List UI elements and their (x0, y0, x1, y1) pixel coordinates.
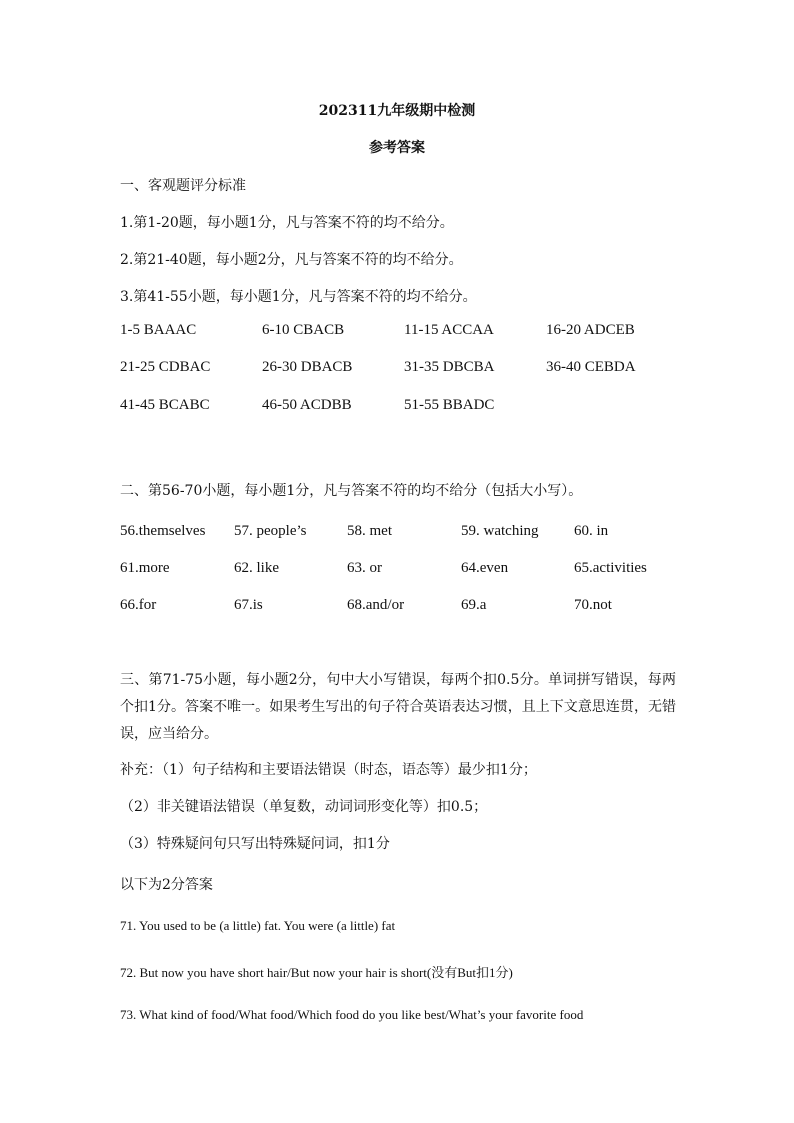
section1-rule-2: 2.第21-40题，每小题2分，凡与答案不符的均不给分。 (120, 252, 463, 268)
answer-group: 21-25 CDBAC (120, 359, 211, 375)
section3-note: 以下为2分答案 (120, 877, 213, 893)
document-title: 202311九年级期中检测 (318, 103, 476, 119)
answer-group: 11-15 ACCAA (404, 322, 494, 338)
answer-item: 70.not (574, 597, 612, 613)
answer-item: 57. people’s (234, 523, 307, 539)
answer-item: 58. met (347, 523, 392, 539)
section1-rule-1: 1.第1-20题，每小题1分，凡与答案不符的均不给分。 (120, 215, 454, 231)
section3-supplement-1: 补充：（1）句子结构和主要语法错误（时态，语态等）最少扣1分； (120, 762, 537, 778)
answer-item: 61.more (120, 560, 170, 576)
answer-group: 16-20 ADCEB (546, 322, 635, 338)
answer-group: 31-35 DBCBA (404, 359, 495, 375)
section1-heading: 一、客观题评分标准 (120, 178, 246, 194)
answer-item: 69.a (461, 597, 487, 613)
answer-group: 36-40 CEBDA (546, 359, 636, 375)
answer-item: 67.is (234, 597, 263, 613)
document-subtitle: 参考答案 (369, 140, 425, 156)
section3-heading: 三、第71-75小题，每小题2分，句中大小写错误，每两个扣0.5分。单词拼写错误，每两个扣1分。答案不唯一。如果考生写出的句子符合英语表达习惯，且上下文意思连贯，无错误，应当给分。 (120, 672, 676, 742)
answer-group: 1-5 BAAAC (120, 322, 197, 338)
answer-group: 26-30 DBACB (262, 359, 353, 375)
answer-item: 56.themselves (120, 523, 206, 539)
answer-group: 41-45 BCABC (120, 397, 210, 413)
section3-answer-72: 72. But now you have short hair/But now your hair is short(没有But扣1分) (120, 965, 513, 980)
answer-item: 63. or (347, 560, 382, 576)
answer-item: 60. in (574, 523, 609, 539)
section3-answer-71: 71. You used to be (a little) fat. You were (a little) fat (120, 918, 396, 933)
section3-supplement-3: （3）特殊疑问句只写出特殊疑问词，扣1分 (120, 836, 390, 852)
answer-group: 51-55 BBADC (404, 397, 495, 413)
answer-group: 6-10 CBACB (262, 322, 345, 338)
answer-item: 64.even (461, 560, 509, 576)
section3-supplement-2: （2）非关键语法错误（单复数，动词词形变化等）扣0.5； (120, 799, 488, 815)
answer-group: 46-50 ACDBB (262, 397, 352, 413)
answer-item: 68.and/or (347, 597, 405, 613)
answer-item: 62. like (234, 560, 279, 576)
section2-heading: 二、第56-70小题，每小题1分，凡与答案不符的均不给分（包括大小写）。 (120, 483, 583, 499)
answer-item: 65.activities (574, 560, 647, 576)
answer-item: 66.for (120, 597, 157, 613)
answer-item: 59. watching (461, 523, 539, 539)
section1-rule-3: 3.第41-55小题，每小题1分，凡与答案不符的均不给分。 (120, 289, 477, 305)
section3-answer-73: 73. What kind of food/What food/Which food do you like best/What’s your favorite food (120, 1007, 584, 1022)
